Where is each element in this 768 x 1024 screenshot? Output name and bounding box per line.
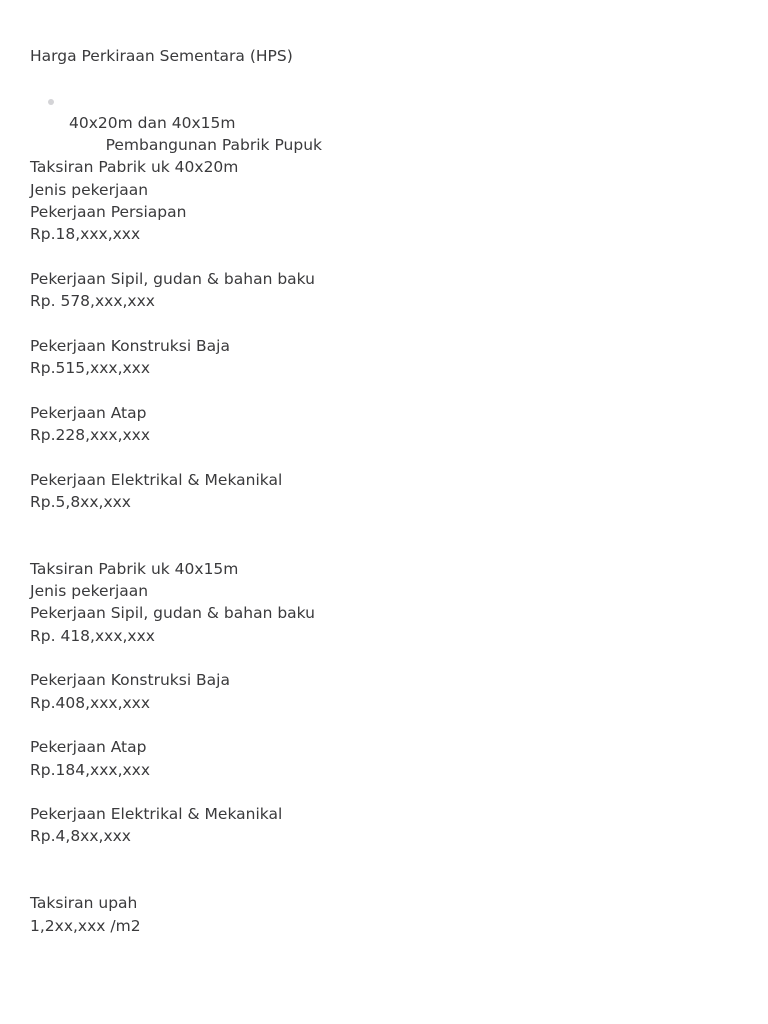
item-value: Rp.18,xxx,xxx [30,225,141,244]
item-value: Rp. 578,xxx,xxx [30,292,155,311]
document-body [30,45,730,937]
section-40x20 [30,156,730,513]
item-label: Pekerjaan Elektrikal & Mekanikal [30,805,283,824]
item-label: Pekerjaan Persiapan [30,203,187,222]
section-subheading: Jenis pekerjaan [30,180,149,199]
bullet-dot-icon [48,99,54,105]
item-value: Rp. 418,xxx,xxx [30,626,155,645]
section-heading: Taksiran Pabrik uk 40x20m [30,158,239,177]
item-value: Rp.515,xxx,xxx [30,359,151,378]
wage-estimate [30,892,730,937]
item-value: Rp.228,xxx,xxx [30,426,151,445]
bullet-line-2: 40x20m dan 40x15m [69,113,236,132]
item-label: Pekerjaan Atap [30,738,147,757]
section-heading: Taksiran Pabrik uk 40x15m [30,559,239,578]
item-label: Pekerjaan Sipil, gudan & bahan baku [30,269,316,288]
wage-label: Taksiran upah [30,894,138,913]
item-label: Pekerjaan Elektrikal & Mekanikal [30,470,283,489]
item-value: Rp.4,8xx,xxx [30,827,131,846]
section-40x15 [30,558,730,848]
bullet-list-item [30,90,730,155]
item-label: Pekerjaan Konstruksi Baja [30,336,230,355]
wage-value: 1,2xx,xxx /m2 [30,916,141,935]
item-value: Rp.408,xxx,xxx [30,693,151,712]
item-value: Rp.5,8xx,xxx [30,492,131,511]
item-label: Pekerjaan Sipil, gudan & bahan baku [30,604,316,623]
section-subheading: Jenis pekerjaan [30,582,149,601]
item-value: Rp.184,xxx,xxx [30,760,151,779]
document-title: Harga Perkiraan Sementara (HPS) [30,47,293,65]
bullet-text-1: Pembangunan Pabrik Pupuk [105,136,322,155]
item-label: Pekerjaan Konstruksi Baja [30,671,230,690]
item-label: Pekerjaan Atap [30,403,147,422]
